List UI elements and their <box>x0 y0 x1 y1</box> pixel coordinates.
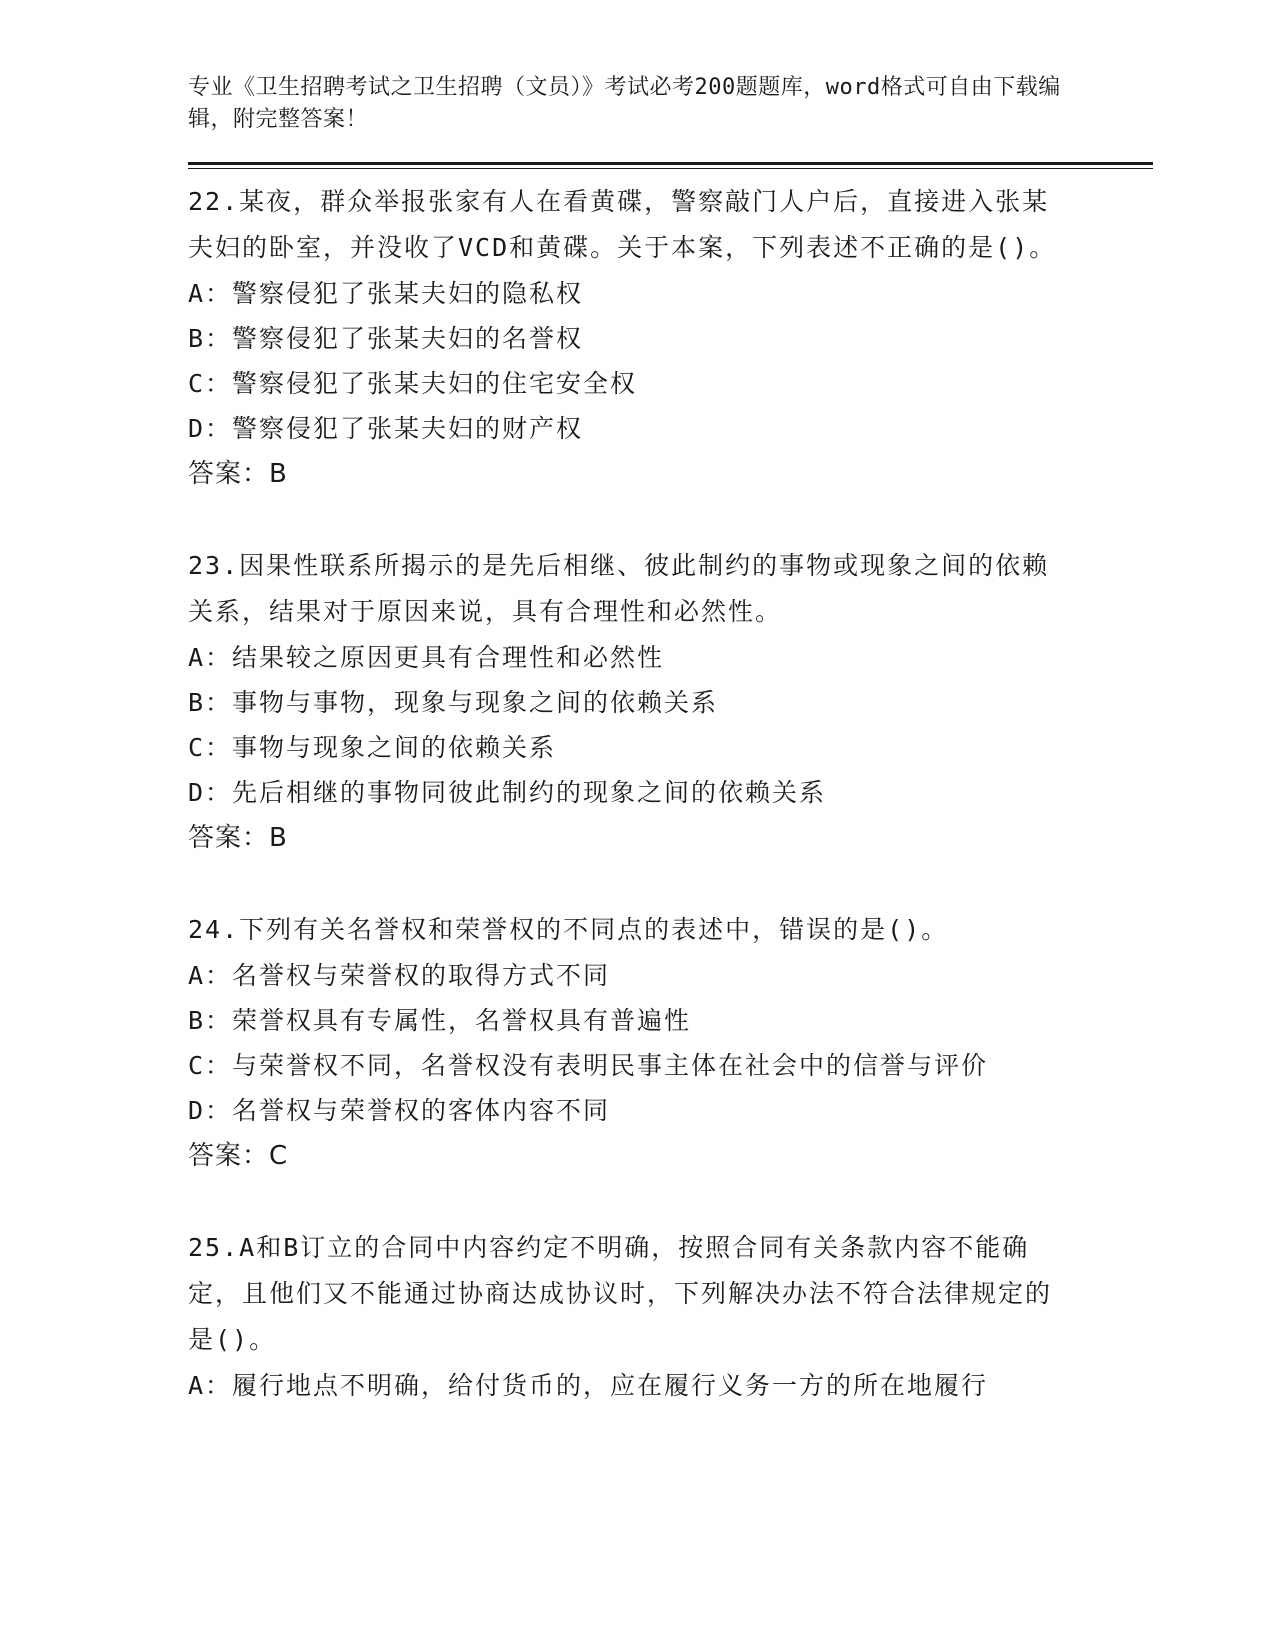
option-d: D：先后相继的事物同彼此制约的现象之间的依赖关系 <box>188 778 827 807</box>
option-d: D：名誉权与荣誉权的客体内容不同 <box>188 1096 611 1125</box>
option-c: C：与荣誉权不同，名誉权没有表明民事主体在社会中的信誉与评价 <box>188 1051 989 1080</box>
question-stem: 23.因果性联系所揭示的是先后相继、彼此制约的事物或现象之间的依赖关系，结果对于原因来说，具有合理性和必然性。 <box>188 551 1050 626</box>
option-a: A：警察侵犯了张某夫妇的隐私权 <box>188 279 584 308</box>
option-c: C：警察侵犯了张某夫妇的住宅安全权 <box>188 369 638 398</box>
question-stem: 24.下列有关名誉权和荣誉权的不同点的表述中，错误的是()。 <box>188 915 949 944</box>
question-24 <box>188 907 1148 1179</box>
question-25 <box>188 1225 1148 1408</box>
option-b: B：警察侵犯了张某夫妇的名誉权 <box>188 324 584 353</box>
question-22 <box>188 179 1148 497</box>
option-b: B：荣誉权具有专属性，名誉权具有普遍性 <box>188 1006 692 1035</box>
option-b: B：事物与事物，现象与现象之间的依赖关系 <box>188 688 719 717</box>
answer-line: 答案：C <box>188 1141 289 1171</box>
document-header: 专业《卫生招聘考试之卫生招聘（文员）》考试必考200题题库，word格式可自由下载编辑，附完整答案！ <box>188 75 1061 132</box>
question-stem: 22.某夜，群众举报张家有人在看黄碟，警察敲门人户后，直接进入张某夫妇的卧室，并没收了VCD和黄碟。关于本案，下列表述不正确的是()。 <box>188 187 1057 262</box>
option-c: C：事物与现象之间的依赖关系 <box>188 733 557 762</box>
option-a: A：名誉权与荣誉权的取得方式不同 <box>188 961 611 990</box>
option-a: A：履行地点不明确，给付货币的，应在履行义务一方的所在地履行 <box>188 1371 989 1400</box>
document-page <box>188 72 1148 1408</box>
answer-line: 答案：B <box>188 459 288 489</box>
option-d: D：警察侵犯了张某夫妇的财产权 <box>188 414 584 443</box>
answer-line: 答案：B <box>188 823 288 853</box>
header-divider-thin <box>188 168 1153 169</box>
header-divider <box>188 162 1153 169</box>
option-a: A：结果较之原因更具有合理性和必然性 <box>188 643 665 672</box>
question-stem: 25.A和B订立的合同中内容约定不明确，按照合同有关条款内容不能确定，且他们又不能通过协商达成协议时，下列解决办法不符合法律规定的是()。 <box>188 1233 1053 1354</box>
question-23 <box>188 543 1148 861</box>
